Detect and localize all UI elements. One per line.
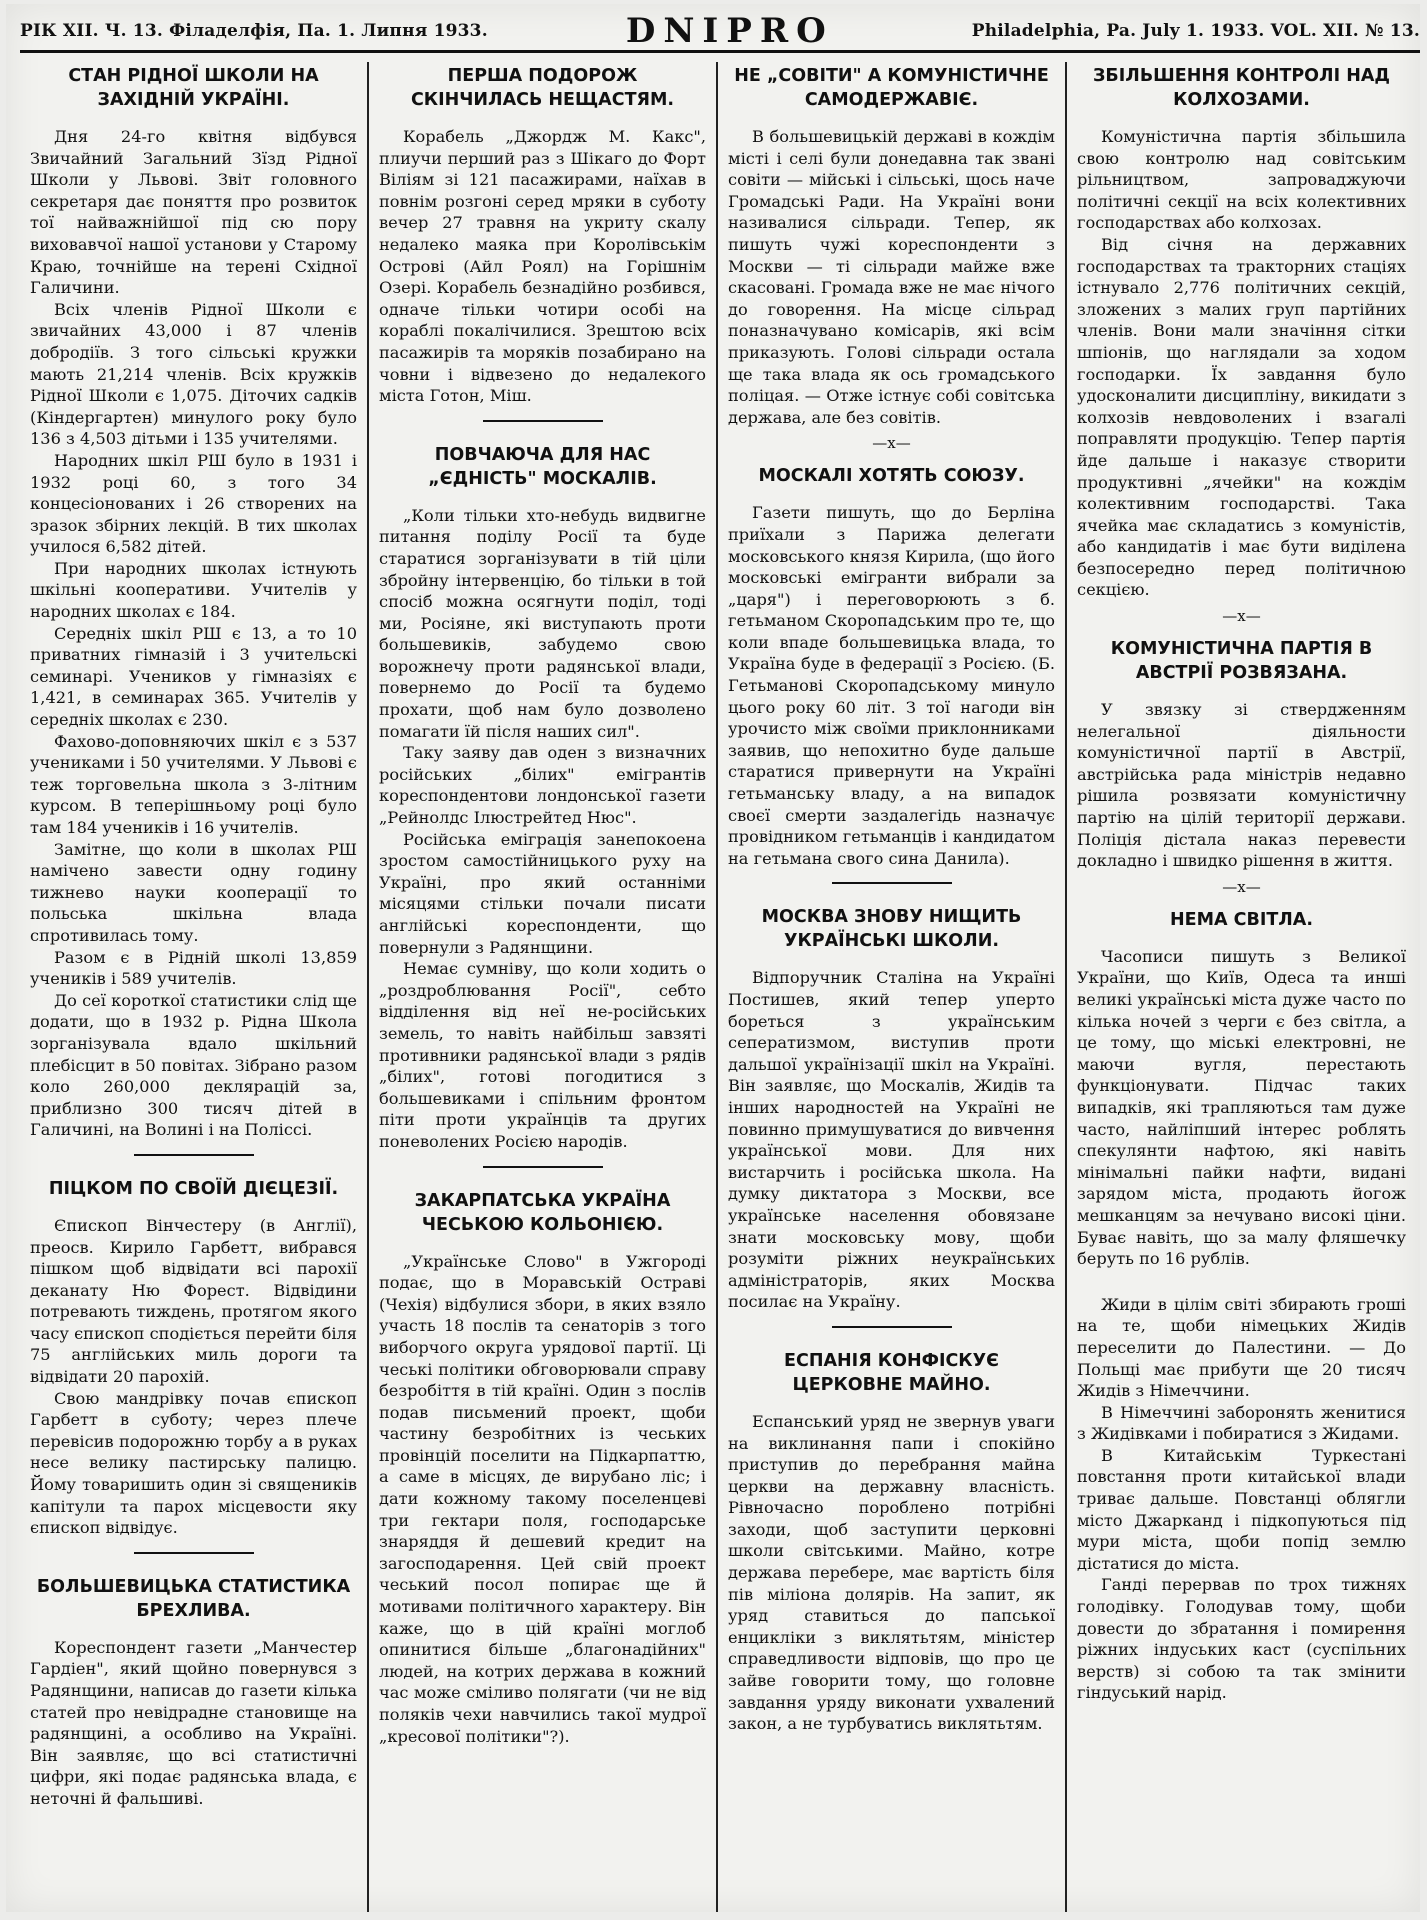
paragraph: Комуністична партія збільшила свою контролю над совітським рільництвом, запроваджуючи політичні секції на всіх колективних господарствах або колхозах.: [1077, 127, 1406, 233]
article-body: [1077, 126, 1406, 601]
column-2: [369, 62, 718, 1912]
paragraph: Разом є в Рідній школі 13,859 учеників і 589 учителів.: [30, 947, 357, 989]
article-body: [728, 126, 1055, 428]
article-headline: ЕСПАНІЯ КОНФІСКУЄ ЦЕРКОВНЕ МАЙНО.: [784, 1350, 999, 1395]
paragraph: Єпископ Вінчестеру (в Англії), преосв. Кирило Гарбетт, вибрався пішком щоб відвідати всі парохії деканату Ню Форест. Відвідини потревають тиждень, протягом якого часу єпископ сподіється перейти біля 75 англійських миль дороги та відвідати 20 парохій.: [30, 1215, 358, 1387]
article-headline: КОМУНІСТИЧНА ПАРТІЯ В АВСТРІЇ РОЗВЯЗАНА.: [1110, 639, 1373, 684]
section-divider: [379, 1161, 706, 1175]
article-headline: НЕМА СВІТЛА.: [1169, 909, 1313, 930]
article: [1077, 64, 1406, 601]
article-body: [30, 1215, 357, 1539]
paragraph: Замітне, що коли в школах РШ намічено завести одну годину тижнево науки кооперації то польська шкільна влада спротивилась тому.: [30, 839, 357, 945]
article: [728, 905, 1055, 1313]
article-headline: ПОВЧАЮЧА ДЛЯ НАС „ЄДНІСТЬ" МОСКАЛІВ.: [428, 444, 657, 489]
paragraph: Всіх членів Рідної Школи є звичайних 43,000 і 87 членів добродіїв. З того сільські кружки мають 21,214 членів. Всіх кружків Рідної Школи є 1,075. Діточих садків (Кіндергартен) минулого року було 136 з 4,503 дітьми і 135 учителями.: [30, 299, 357, 449]
paragraph: В большевицькій державі в кождім місті і селі були донедавна так звані совіти — мійські і сільські, щось наче Громадські Ради. На Україні вони називалися сільради. Тепер, як пишуть чужі кореспонденти з Москви — ті сільради майже вже скасовані. Громада вже не має нічого до говорення. На місце сільрад поназначувано комісарів, які всім приказують. Голові сільради остала ще така влада як ось громадського поліцая. — Отже істнує собі совітська держава, але без совітів.: [728, 127, 1055, 427]
news-briefs: [1077, 1294, 1406, 1704]
paragraph: У звязку зі ствердженням нелегальної діяльности комуністичної партії в Австрії, австрійська рада міністрів недавно рішила розвязати комуністичну партію на цілій території держави. Поліція дістала наказ перевести докладно і швидко рішення в життя.: [1077, 700, 1406, 871]
article-headline: ПІЦКОМ ПО СВОЇЙ ДІЄЦЕЗІЇ.: [48, 1178, 339, 1199]
article-headline: НЕ „СОВІТИ" А КОМУНІСТИЧНЕ САМОДЕРЖАВІЄ.: [734, 66, 1049, 110]
column-3: [718, 62, 1067, 1912]
article: [1077, 908, 1406, 1270]
paragraph: „Коли тільки хто-небудь видвигне питання поділу Росії та буде старатися зорганізувати в тій ціли збройну інтервенцію, бо тільки в той спосіб можна осягнути поділ, тоді ми, Росіяне, які виступають проти большевиків, забудемо свою ворожнечу проти радянської влади, повернемо до Росії та будемо прохати, щоб нам було дозволено помагати їй після наших сил".: [379, 505, 706, 741]
article-body: [379, 1251, 706, 1748]
paragraph: В Німеччині заборонять женитися з Жидівками і побиратися з Жидами.: [1077, 1402, 1406, 1444]
masthead-issue-info: РІК XII. Ч. 13. Філаделфія, Па. 1. Липня 1933.: [20, 21, 488, 41]
masthead: [20, 12, 1420, 53]
newspaper-page: [6, 4, 1420, 1912]
paragraph: Відпоручник Сталіна на Україні Постишев, який тепер уперто бореться з українським сеператизмом, виступив проти дальшої українізації шкіл на Україні. Він заявляє, що Москалів, Жидів та інших народностей на Україні не повинно примушуватися до вивчення української мови. Для них вистарчить і російська школа. На думку диктатора з Москви, все українське населення обовязане знати московську мову, щоби розуміти ріжних неукраїнських адміністраторів, яких Москва посилає на Україну.: [728, 968, 1055, 1312]
article: [30, 64, 357, 1141]
article: [30, 1177, 357, 1539]
article-body: [1077, 946, 1406, 1270]
section-divider: [30, 1149, 357, 1163]
paragraph: Жиди в цілім світі збирають гроші на те, щоби німецьких Жидів переселити до Палестини. — До Польщі має прибути ще 20 тисяч Жидів з Німеччини.: [1077, 1294, 1406, 1401]
section-divider-x: —x—: [872, 434, 911, 453]
article: [728, 64, 1055, 428]
section-divider: [30, 1547, 357, 1561]
article-body: [728, 967, 1055, 1313]
section-divider: [379, 415, 706, 429]
article: [379, 64, 706, 407]
article-headline: ЗБІЛЬШЕННЯ КОНТРОЛІ НАД КОЛХОЗАМИ.: [1093, 66, 1390, 110]
article: [379, 443, 706, 1153]
article: [1077, 637, 1406, 872]
paragraph: Корабель „Джордж М. Какс", плиучи перший раз з Шікаго до Форт Віліям зі 121 пасажирами, наїхав в повнім розгоні серед мряки в суботу вечер 27 травня на укриту скалу недалеко маяка при Королівськім Острові (Айл Роял) на Горішнім Озері. Корабель безнадійно розбився, одначе тільки чотири особі на кораблі покалічилися. Зрештою всіх пасажирів та моряків позабирано на човни і відвезено до недалекого міста Готон, Міш.: [379, 127, 706, 406]
paragraph: Ганді перервав по трох тижнях голодівку. Голодував тому, щоби довести до збратання і помирення ріжних індуських каст (суспільних верств) зі собою та так змінити гіндуський нарід.: [1077, 1575, 1406, 1703]
spacer: [1077, 1276, 1406, 1294]
article-body: [379, 505, 706, 1153]
article-headline: ЗАКАРПАТСЬКА УКРАЇНА ЧЕСЬКОЮ КОЛЬОНІЄЮ.: [414, 1190, 671, 1235]
article-body: [728, 1411, 1055, 1735]
article-body: [30, 126, 357, 1141]
paragraph: „Українське Слово" в Ужгороді подає, що в Моравській Остраві (Чехія) відбулися збори, в яких взяло участь 18 послів та сенаторів з того виборчого округа урядової партії. Ці чеські політики обговорювали справу безробіття в тій країні. Один з послів подав письмений проект, щоби частину безробітних із чеських провінцій поселити на Підкарпаттю, а саме в місцях, де вирубано ліс; і дати кожному такому поселенцеві три гектари поля, господарське знаряддя й дешевий кредит на загосподарення. Цей свій проект чеський посол попирає ще й мотивами політичного характеру. Він каже, що в цій країні моглоб опинитися більше „благонадійних" людей, на котрих держава в кожний час може сміливо полягати (чи не від поляків чехи навчились такої мудрої „кресової політики"?).: [379, 1251, 706, 1746]
paragraph: До сеї короткої статистики слід ще додати, що в 1932 р. Рідна Школа зорганізувала вдало шкільний плебісцит в 50 повітах. Зібрано разом коло 260,000 деклярацій за, приблизно 300 тисяч дітей в Галичині, на Волині і на Поліссі.: [30, 990, 357, 1140]
column-1: [20, 62, 369, 1912]
article-body: [379, 126, 706, 407]
article-body: [1077, 1294, 1406, 1704]
section-divider-x: —x—: [1222, 877, 1261, 896]
article-headline: МОСКВА ЗНОВУ НИЩИТЬ УКРАЇНСЬКІ ШКОЛИ.: [761, 907, 1022, 952]
paragraph: Від січня на державних господарствах та тракторних стаціях істнувало 2,776 політичних секцій, зложених з малих груп партійних членів. Вони мали значіння сітки шпіонів, що наглядали за ходом господарки. Їх завдання було удосконалити дисципліну, викидати з колхозів невдоволених і взагалі поправляти продукцію. Тепер партія йде дальше і наказує створити продуктивні „ячейки" на кождім колективним господарстві. Така ячейка має складатись з комуністів, або кандидатів і має бути виділена безпосередно перед політичною секцією.: [1077, 234, 1406, 600]
section-divider: [728, 877, 1055, 891]
article-body: [30, 1637, 357, 1810]
paragraph: Дня 24-го квітня відбувся Звичайний Загальний Зїзд Рідної Школи у Львові. Звіт головного секретаря дає поняття про розвиток тої найважнійшої під сю пору виховавчої нашої установи у Старому Краю, точнійше на терені Східної Галичини.: [30, 127, 357, 298]
column-4: [1067, 62, 1416, 1912]
paragraph: При народних школах істнують шкільні кооперативи. Учителів у народних школах є 184.: [30, 558, 357, 622]
paragraph: Немає сумніву, що коли ходить о „роздроблювання Росії", себто відділення від неї не-російських земель, то навіть найбільш завзяті противники радянської влади з рядів „білих", готові погодитися з большевиками і спільним фронтом піти проти українців та других поневолених Росією народів.: [379, 959, 706, 1151]
section-divider: [728, 1321, 1055, 1335]
article-body: [1077, 699, 1406, 872]
article: [30, 1575, 357, 1810]
masthead-title: DNIPRO: [625, 11, 834, 51]
article-headline: МОСКАЛІ ХОТЯТЬ СОЮЗУ.: [758, 466, 1025, 487]
article: [379, 1189, 706, 1748]
paragraph: Газети пишуть, що до Берліна приїхали з Парижа делегати московського князя Кирила, (що його московські емігранти вибрали за „царя") і переговорюють з б. гетьманом Скоропадським про те, що коли впаде большевицька влада, то Україна буде в федерації з Росією. (Б. Гетьманові Скоропадському минуло цього року 60 літ. З тої нагоди він урочисто між своїми приклонниками заявив, що непохитно буде дальше старатися привернути на Україні гетьманську владу, а на випадок своєї смерти заздалегідь назначує провідником гетьманців і кандидатом на гетьмана свого сина Данила).: [728, 503, 1055, 868]
paragraph: Фахово-доповняючих шкіл є з 537 учениками і 50 учителями. У Львові є теж торговельна школа з 3-літним курсом. В теперішньому році було там 184 учеників і 16 учителів.: [30, 731, 357, 837]
paragraph: Еспанський уряд не звернув уваги на виклинання папи і спокійно приступив до перебрання майна церкви на державну власність. Рівночасно пороблено потрібні заходи, щоб заступити церковні школи світськими. Майно, котре держава перебере, має вартість біля пів міліона долярів. На запит, як уряд ставиться до папської енцикліки з виклятьтям, міністер справедливости відповів, що про це зайве говорити тому, що головне завдання уряду виконати ухвалений закон, а не турбуватись виклятьтям.: [728, 1411, 1055, 1734]
article-headline: БОЛЬШЕВИЦЬКА СТАТИСТИКА БРЕХЛИВА.: [36, 1576, 351, 1621]
article-headline: СТАН РІДНОЇ ШКОЛИ НА ЗАХІДНІЙ УКРАЇНІ.: [68, 66, 319, 110]
paragraph: В Китайськім Туркестані повстання проти китайської влади триває дальше. Повстанці облягли місто Джарканд і підкопуються під мури міста, щоби попід землю дістатися до міста.: [1077, 1445, 1406, 1573]
paragraph: Російська еміграція занепокоена зростом самостійницького руху на Україні, про який останніми місяцями стільки почали писати англійські кореспонденти, що повернули з Радянщини.: [379, 829, 706, 957]
section-divider-x: —x—: [1222, 607, 1261, 626]
masthead-issue-info-english: Philadelphia, Pa. July 1. 1933. VOL. XII. № 13.: [971, 21, 1420, 41]
paragraph: Таку заяву дав оден з визначних російських „білих" емігрантів кореспондентови лондонської газети „Рейнолдс Ілюстрейтед Нюс".: [379, 743, 706, 828]
paragraph: Середніх шкіл РШ є 13, а то 10 приватних гімназій і 3 учительскі семинарі. Учеников у гімназіях є 1,421, в семинарах 365. Учителів у середніх школах є 230.: [30, 623, 357, 730]
paragraph: Свою мандрівку почав єпископ Гарбетт в суботу; через плече перевісив подорожню торбу а в руках несе велику пастирську палицю. Йому товаришить один зі священиків капітули та парох місцевости яку єпископ відвідує.: [30, 1388, 357, 1538]
paragraph: Народних шкіл РШ було в 1931 і 1932 році 60, з того 34 концесіонованих і 26 створених на зразок збірних лекцій. В тих школах училося 6,582 дітей.: [30, 450, 357, 557]
article-body: [728, 502, 1055, 869]
article-headline: ПЕРША ПОДОРОЖ СКІНЧИЛАСЬ НЕЩАСТЯМ.: [410, 66, 675, 110]
paragraph: Кореспондент газети „Манчестер Гардіен", який щойно повернувся з Радянщини, написав до газети кілька статей про невідрадне становище на радянщині, а особливо на Україні. Він заявляє, що всі статистичні цифри, які подає радянська влада, є неточні й фальшиві.: [30, 1637, 357, 1808]
article: [728, 1349, 1055, 1735]
paragraph: Часописи пишуть з Великої України, що Київ, Одеса та инші великі українські міста дуже часто по кілька ночей з черги є без світла, а це тому, що міські електровні, не маючи вугля, перестають функціонувати. Підчас таких випадків, які трапляються там дуже часто, найліпший інтерес роблять спекулянти нафтою, які навіть мінімальні пайки нафти, видані зарядом міста, продають йогож мешканцям за нечувано високі ціни. Буває навіть, що за малу фляшечку беруть по 16 рублів.: [1077, 946, 1406, 1269]
article: [728, 464, 1055, 869]
columns: [20, 62, 1416, 1912]
